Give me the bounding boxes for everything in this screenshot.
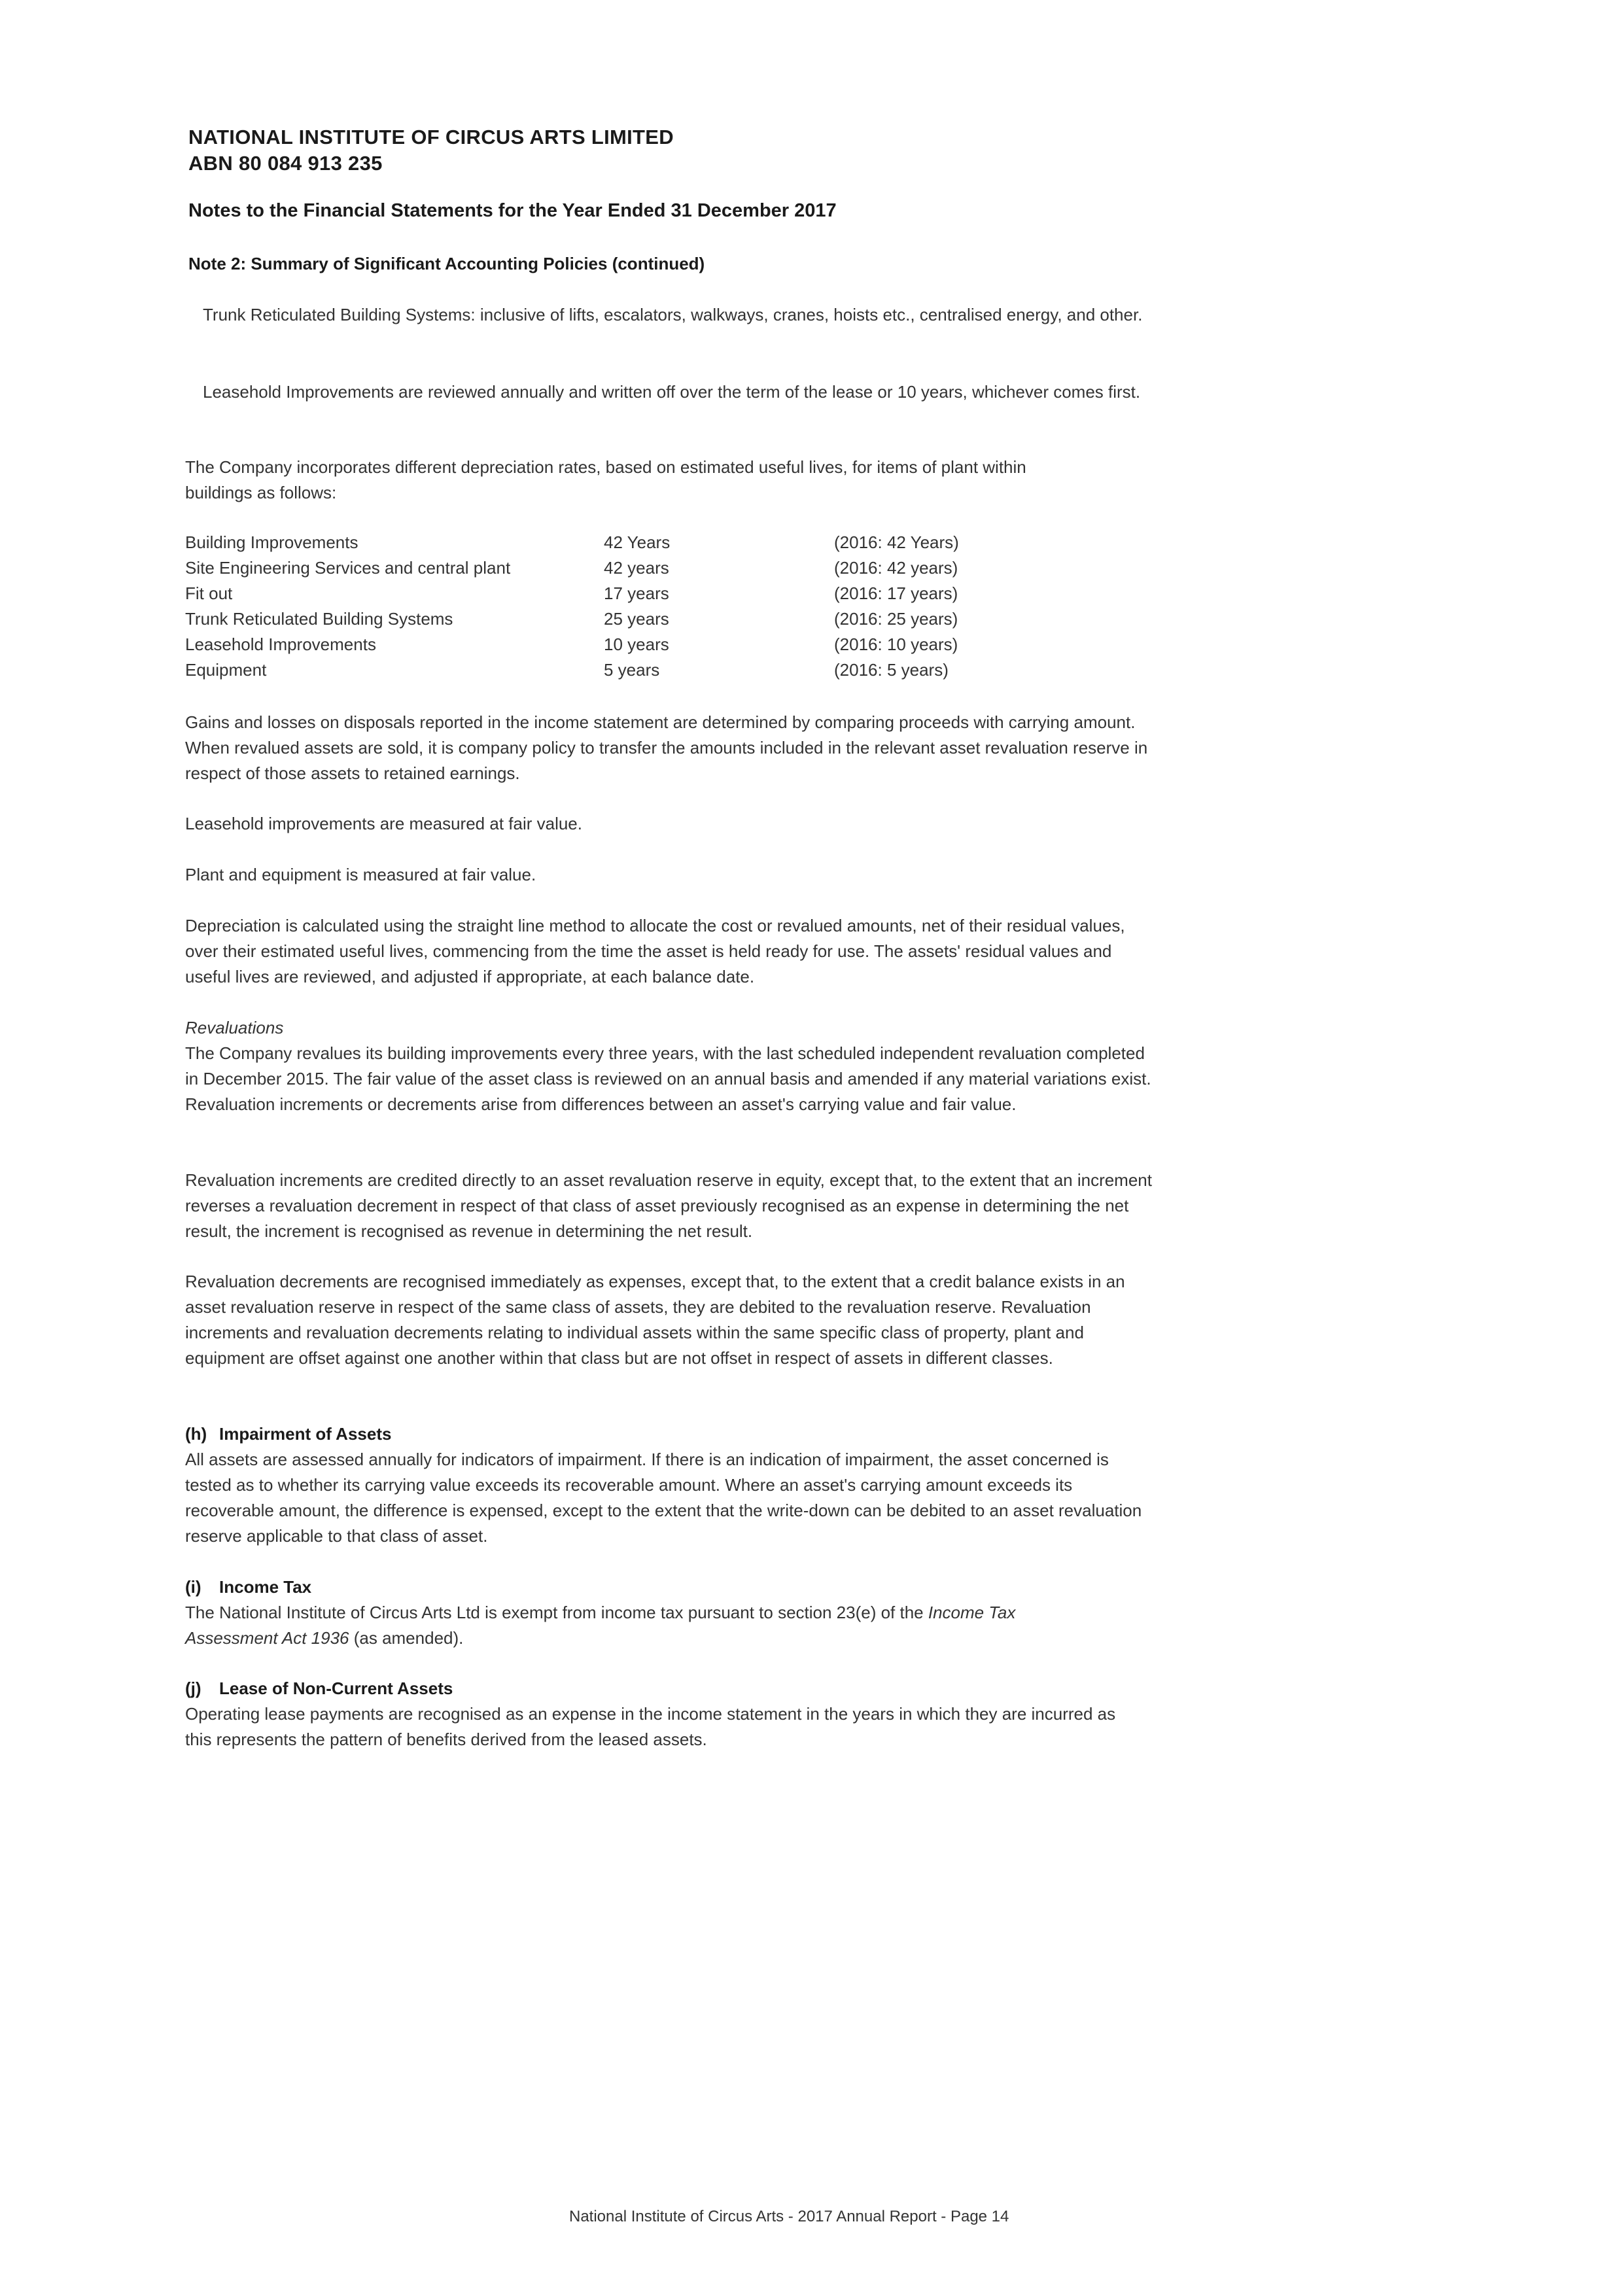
asset-class-cell: Building Improvements	[185, 532, 358, 552]
paragraph-gains-losses: Gains and losses on disposals reported in the income statement are determined by comparing proceeds with carrying amount. When revalued assets are sold, it is company policy to transfer the amounts included in the relevant asset revaluation reserve in respect of those assets to retained earnings.	[185, 712, 1148, 783]
depreciation-row	[185, 657, 959, 683]
company-name: NATIONAL INSTITUTE OF CIRCUS ARTS LIMITED	[188, 126, 674, 148]
revaluations-heading: Revaluations	[185, 1018, 284, 1037]
asset-class-cell: Leasehold Improvements	[185, 635, 376, 654]
paragraph-revaluations-1: The Company revalues its building improvements every three years, with the last scheduled independent revaluation completed in December 2015. The fair value of the asset class is reviewed on an annual basis and amended if any material variations exist. Revaluation increments or decrements arise from differences between an asset's carrying value and fair value.	[185, 1043, 1151, 1114]
useful-life-cell: 5 years	[604, 660, 660, 680]
paragraph-rates-intro: The Company incorporates different depreciation rates, based on estimated useful lives, for items of plant within buildings as follows:	[185, 457, 1026, 502]
useful-life-cell: 10 years	[604, 635, 669, 654]
paragraph-leasehold-improvements: Leasehold Improvements are reviewed annually and written off over the term of the lease or 10 years, whichever comes first.	[203, 382, 1141, 402]
section-letter: (h)	[185, 1424, 207, 1444]
section-title: Income Tax	[219, 1577, 312, 1597]
prior-year-cell: (2016: 17 years)	[834, 583, 958, 603]
company-header	[188, 124, 674, 177]
useful-life-cell: 42 years	[604, 558, 669, 578]
section-heading-income-tax	[185, 1574, 1153, 1600]
depreciation-row	[185, 530, 959, 555]
prior-year-cell: (2016: 25 years)	[834, 609, 958, 629]
depreciation-row	[185, 606, 959, 632]
paragraph-trunk-systems: Trunk Reticulated Building Systems: inclusive of lifts, escalators, walkways, cranes, hoists etc., centralised energy, and other.	[203, 305, 1143, 324]
useful-life-cell: 42 Years	[604, 532, 671, 552]
asset-class-cell: Equipment	[185, 660, 267, 680]
section-letter: (i)	[185, 1577, 201, 1597]
paragraph-revaluations-3: Revaluation decrements are recognised immediately as expenses, except that, to the extent that a credit balance exists in an asset revaluation reserve in respect of the same class of assets, they are debited to the revaluation reserve. Revaluation increments and revaluation decrements relating to individual assets within the same specific class of property, plant and equipment are offset against one another within that class but are not offset in respect of assets in different classes.	[185, 1272, 1125, 1368]
income-tax-text-pre: The National Institute of Circus Arts Ltd is exempt from income tax pursuant to section 23(e) of the	[185, 1603, 928, 1622]
paragraph-plant-fair-value: Plant and equipment is measured at fair value.	[185, 865, 536, 884]
page-footer: National Institute of Circus Arts - 2017 Annual Report - Page 14	[569, 2208, 1009, 2225]
income-tax-text-post: (as amended).	[349, 1628, 464, 1648]
section-title: Lease of Non-Current Assets	[219, 1679, 453, 1698]
useful-life-cell: 17 years	[604, 583, 669, 603]
section-title: Impairment of Assets	[219, 1424, 392, 1444]
prior-year-cell: (2016: 10 years)	[834, 635, 958, 654]
notes-title: Notes to the Financial Statements for the Year Ended 31 December 2017	[188, 200, 837, 221]
prior-year-cell: (2016: 42 Years)	[834, 532, 959, 552]
company-abn: ABN 80 084 913 235	[188, 152, 383, 175]
paragraph-leasehold-fair-value: Leasehold improvements are measured at fair value.	[185, 814, 582, 833]
section-letter: (j)	[185, 1679, 201, 1698]
paragraph-revaluations-2: Revaluation increments are credited directly to an asset revaluation reserve in equity, except that, to the extent that an increment reverses a revaluation decrement in respect of that class of asset previously recognised as an expense in determining the net result, the increment is recognised as revenue in determining the net result.	[185, 1170, 1152, 1241]
asset-class-cell: Trunk Reticulated Building Systems	[185, 609, 453, 629]
depreciation-row	[185, 632, 959, 657]
income-tax-act-name: Income Tax Assessment Act 1936	[185, 1603, 1016, 1648]
section-heading-impairment	[185, 1421, 1153, 1447]
paragraph-lease: Operating lease payments are recognised as an expense in the income statement in the years in which they are incurred as this represents the pattern of benefits derived from the leased assets.	[185, 1704, 1116, 1749]
note-title: Note 2: Summary of Significant Accounting Policies (continued)	[188, 254, 705, 273]
section-heading-lease	[185, 1676, 1153, 1701]
useful-life-cell: 25 years	[604, 609, 669, 629]
depreciation-row	[185, 581, 959, 606]
paragraph-depreciation: Depreciation is calculated using the straight line method to allocate the cost or revalued amounts, net of their residual values, over their estimated useful lives, commencing from the time the asset is held ready for use. The assets' residual values and useful lives are reviewed, and adjusted if appropriate, at each balance date.	[185, 916, 1125, 986]
prior-year-cell: (2016: 5 years)	[834, 660, 949, 680]
asset-class-cell: Site Engineering Services and central plant	[185, 558, 511, 578]
depreciation-rates-table	[185, 530, 959, 683]
paragraph-impairment: All assets are assessed annually for indicators of impairment. If there is an indication of impairment, the asset concerned is tested as to whether its carrying value exceeds its recoverable amount. Where an asset's carrying amount exceeds its recoverable amount, the difference is expensed, except to the extent that the write-down can be debited to an asset revaluation reserve applicable to that class of asset.	[185, 1450, 1142, 1546]
paragraph-income-tax	[185, 1600, 1075, 1651]
asset-class-cell: Fit out	[185, 583, 233, 603]
prior-year-cell: (2016: 42 years)	[834, 558, 958, 578]
depreciation-row	[185, 555, 959, 581]
